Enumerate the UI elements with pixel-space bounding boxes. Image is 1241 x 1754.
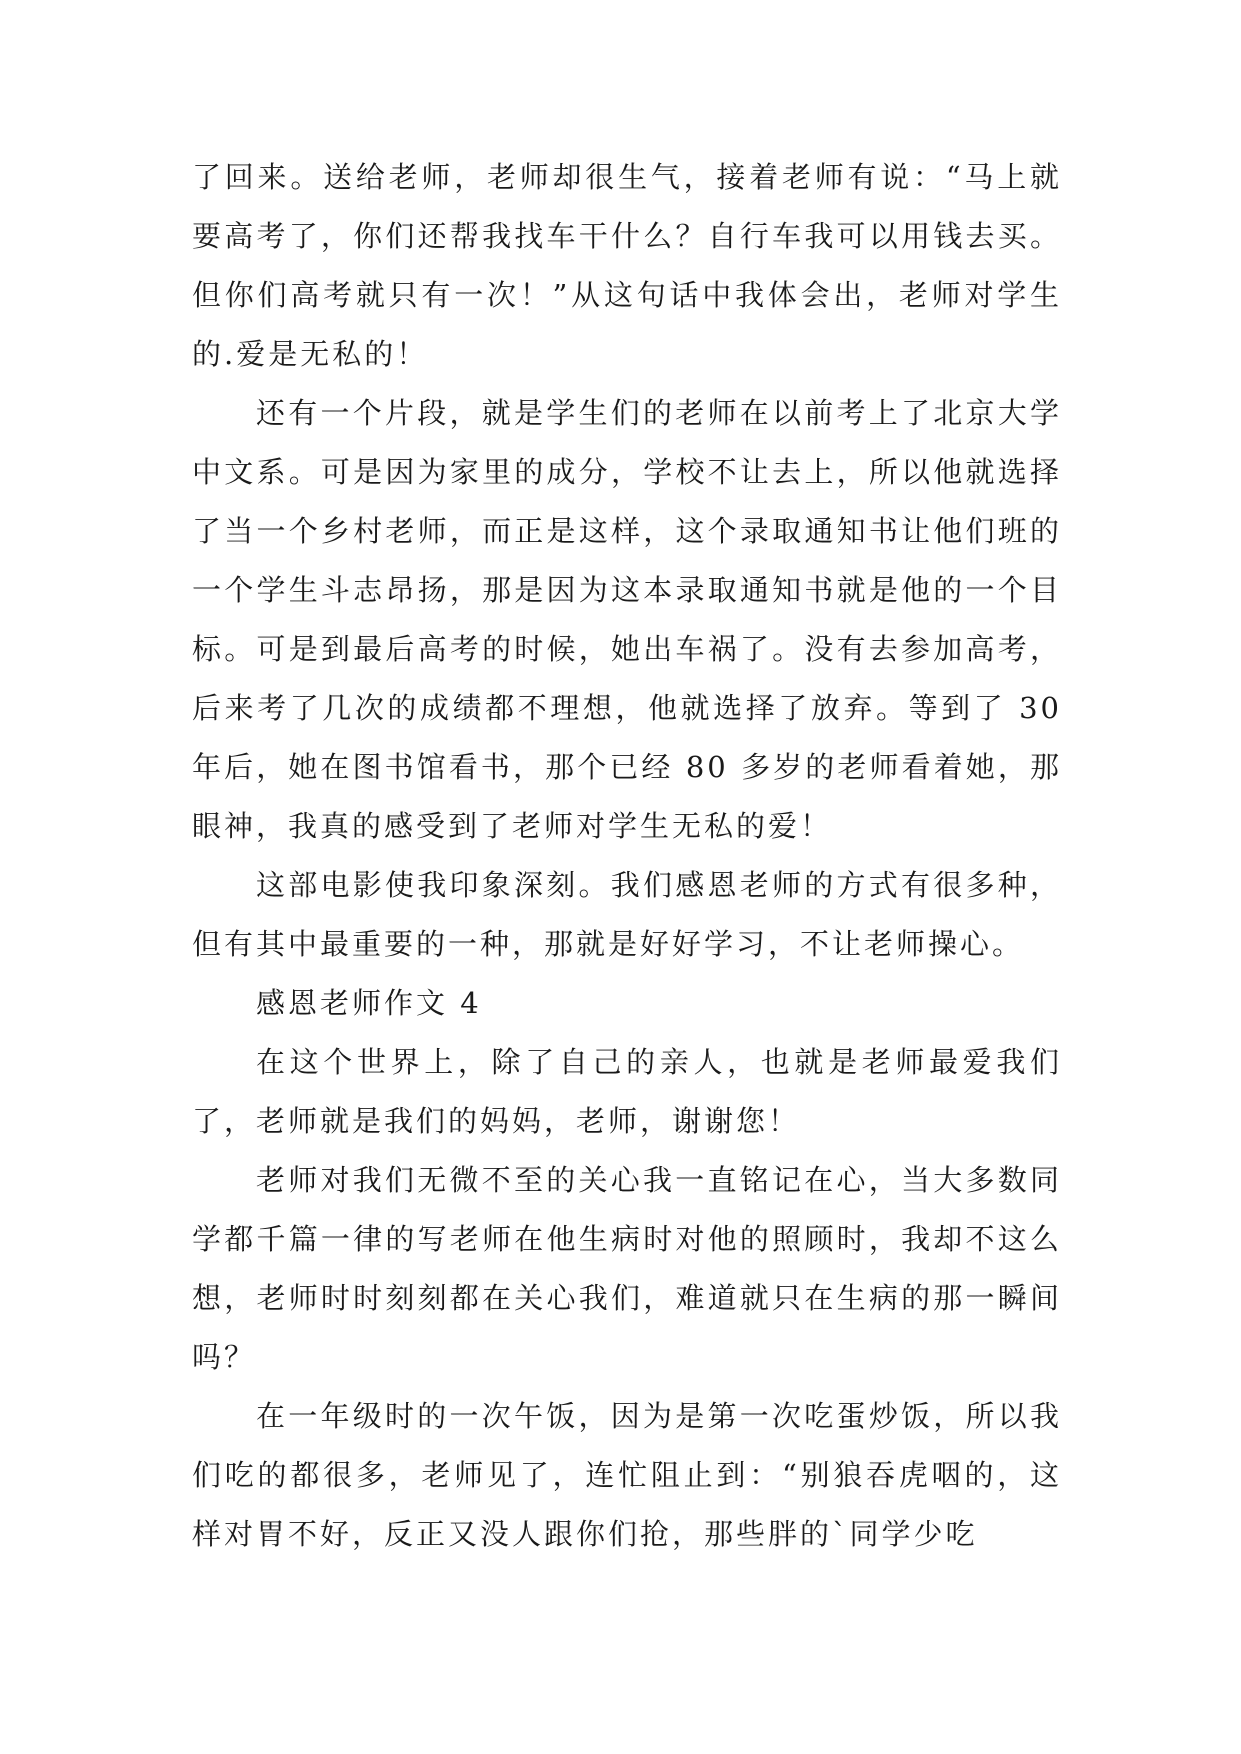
paragraph-film-impression: 这部电影使我印象深刻。我们感恩老师的方式有很多种，但有其中最重要的一种，那就是好好学习，不让老师操心。: [192, 868, 1062, 961]
paragraph-lunch: 在一年级时的一次午饭，因为是第一次吃蛋炒饭，所以我们吃的都很多，老师见了，连忙阻止到：“别狼吞虎咽的，这样对胃不好，反正又没人跟你们抢，那些胖的`同学少吃: [192, 1399, 1062, 1551]
document-body: [192, 148, 1062, 1564]
paragraph-care: 老师对我们无微不至的关心我一直铭记在心，当大多数同学都千篇一律的写老师在他生病时对他的照顾时，我却不这么想，老师时时刻刻都在关心我们，难道就只在生病的那一瞬间吗？: [192, 1163, 1062, 1374]
paragraph-intro: 在这个世界上，除了自己的亲人，也就是老师最爱我们了，老师就是我们的妈妈，老师，谢谢您！: [192, 1045, 1062, 1138]
section-heading: 感恩老师作文 4: [256, 986, 482, 1020]
paragraph-continuation: 了回来。送给老师，老师却很生气，接着老师有说：“马上就要高考了，你们还帮我找车干什么？自行车我可以用钱去买。但你们高考就只有一次！”从这句话中我体会出，老师对学生的.爱是无私的！: [192, 160, 1062, 371]
paragraph-film-segment: 还有一个片段，就是学生们的老师在以前考上了北京大学中文系。可是因为家里的成分，学校不让去上，所以他就选择了当一个乡村老师，而正是这样，这个录取通知书让他们班的一个学生斗志昂扬，那是因为这本录取通知书就是他的一个目标。可是到最后高考的时候，她出车祸了。没有去参加高考，后来考了几次的成绩都不理想，他就选择了放弃。等到了 30 年后，她在图书馆看书，那个已经 80 多岁的老师看着她，那眼神，我真的感受到了老师对学生无私的爱！: [192, 396, 1062, 843]
